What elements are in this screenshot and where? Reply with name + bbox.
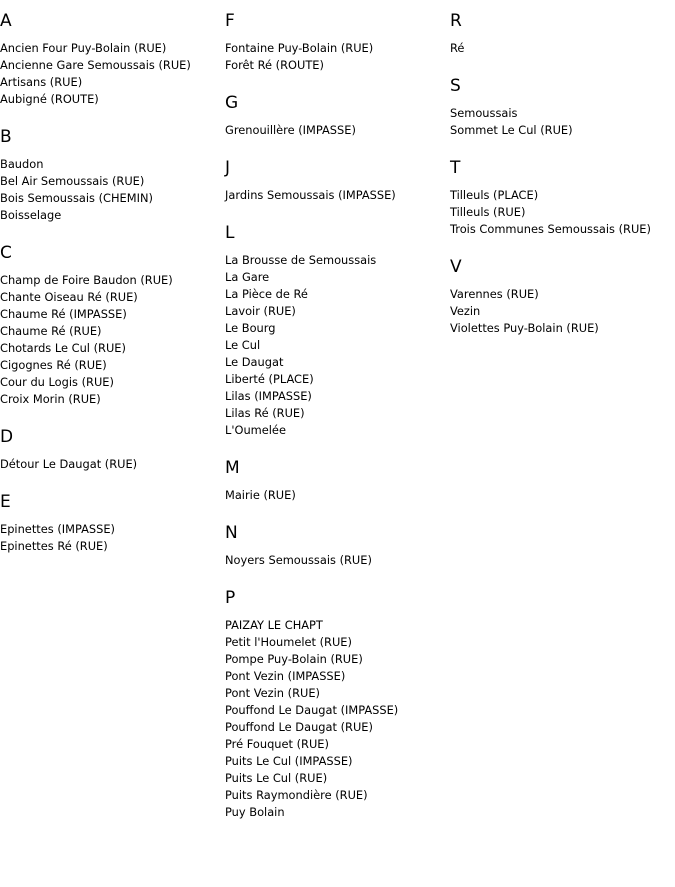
street-item[interactable]: Ré: [450, 41, 465, 55]
street-list: [225, 487, 450, 504]
letter-section: [225, 92, 450, 139]
letter-section: [450, 10, 675, 57]
letter-section: [225, 222, 450, 439]
street-item[interactable]: Cour du Logis (RUE): [0, 375, 114, 389]
letter-section: [225, 522, 450, 569]
street-item[interactable]: Puits Raymondière (RUE): [225, 788, 368, 802]
letter-heading: N: [225, 523, 238, 543]
street-item[interactable]: Semoussais: [450, 106, 518, 120]
street-item[interactable]: Violettes Puy-Bolain (RUE): [450, 321, 599, 335]
street-list: [225, 187, 450, 204]
street-item[interactable]: Champ de Foire Baudon (RUE): [0, 273, 173, 287]
street-list: [225, 252, 450, 439]
street-item[interactable]: Pouffond Le Daugat (IMPASSE): [225, 703, 399, 717]
letter-section: [450, 157, 675, 238]
street-item[interactable]: Bois Semoussais (CHEMIN): [0, 191, 153, 205]
street-item[interactable]: Sommet Le Cul (RUE): [450, 123, 573, 137]
street-item[interactable]: Le Daugat: [225, 355, 284, 369]
street-item[interactable]: Ancien Four Puy-Bolain (RUE): [0, 41, 167, 55]
letter-heading: V: [450, 257, 462, 277]
street-list: [0, 272, 225, 408]
street-item[interactable]: Baudon: [0, 157, 44, 171]
letter-heading: G: [225, 93, 239, 113]
street-item[interactable]: Grenouillère (IMPASSE): [225, 123, 356, 137]
street-item[interactable]: Epinettes Ré (RUE): [0, 539, 108, 553]
street-list: [450, 187, 675, 238]
street-item[interactable]: Chante Oiseau Ré (RUE): [0, 290, 138, 304]
letter-heading: T: [450, 158, 461, 178]
letter-heading: F: [225, 11, 235, 31]
street-item[interactable]: L'Oumelée: [225, 423, 286, 437]
letter-section: [450, 75, 675, 139]
letter-heading: M: [225, 458, 240, 478]
street-item[interactable]: Aubigné (ROUTE): [0, 92, 99, 106]
street-list: [0, 156, 225, 224]
street-list: [450, 105, 675, 139]
street-item[interactable]: Boisselage: [0, 208, 62, 222]
street-item[interactable]: Lilas Ré (RUE): [225, 406, 305, 420]
street-list: [225, 552, 450, 569]
street-item[interactable]: Pont Vezin (RUE): [225, 686, 320, 700]
street-item[interactable]: Petit l'Houmelet (RUE): [225, 635, 352, 649]
letter-heading: E: [0, 492, 11, 512]
street-item[interactable]: Liberté (PLACE): [225, 372, 314, 386]
street-item[interactable]: La Gare: [225, 270, 270, 284]
letter-heading: R: [450, 11, 462, 31]
street-list: [0, 40, 225, 108]
letter-heading: P: [225, 588, 236, 608]
letter-section: [225, 457, 450, 504]
street-list: [225, 122, 450, 139]
letter-section: [225, 587, 450, 821]
street-list: [0, 521, 225, 555]
letter-section: [225, 10, 450, 74]
street-list: [450, 40, 675, 57]
street-item[interactable]: Tilleuls (RUE): [450, 205, 526, 219]
index-column: [0, 0, 225, 555]
street-item[interactable]: Puits Le Cul (IMPASSE): [225, 754, 353, 768]
street-item[interactable]: Chaume Ré (RUE): [0, 324, 102, 338]
letter-heading: B: [0, 127, 12, 147]
letter-heading: J: [225, 158, 231, 178]
street-item[interactable]: Pré Fouquet (RUE): [225, 737, 329, 751]
letter-section: [0, 126, 225, 224]
street-item[interactable]: Mairie (RUE): [225, 488, 296, 502]
street-item[interactable]: Vezin: [450, 304, 481, 318]
street-item[interactable]: Puy Bolain: [225, 805, 285, 819]
letter-heading: L: [225, 223, 235, 243]
index-column: [450, 0, 675, 337]
street-list: [450, 286, 675, 337]
letter-heading: D: [0, 427, 14, 447]
street-item[interactable]: La Brousse de Semoussais: [225, 253, 377, 267]
street-item[interactable]: Croix Morin (RUE): [0, 392, 101, 406]
street-item[interactable]: Trois Communes Semoussais (RUE): [450, 222, 651, 236]
street-item[interactable]: Chotards Le Cul (RUE): [0, 341, 126, 355]
street-item[interactable]: Détour Le Daugat (RUE): [0, 457, 138, 471]
street-item[interactable]: Varennes (RUE): [450, 287, 539, 301]
street-item[interactable]: Pompe Puy-Bolain (RUE): [225, 652, 363, 666]
street-item[interactable]: Forêt Ré (ROUTE): [225, 58, 324, 72]
street-item[interactable]: Cigognes Ré (RUE): [0, 358, 107, 372]
street-item[interactable]: Ancienne Gare Semoussais (RUE): [0, 58, 191, 72]
letter-section: [0, 491, 225, 555]
street-item[interactable]: Pouffond Le Daugat (RUE): [225, 720, 373, 734]
letter-section: [225, 157, 450, 204]
index-column: [225, 0, 450, 821]
street-item[interactable]: Tilleuls (PLACE): [450, 188, 539, 202]
street-item[interactable]: Puits Le Cul (RUE): [225, 771, 328, 785]
street-list: [225, 617, 450, 821]
letter-section: [450, 256, 675, 337]
street-item[interactable]: La Pièce de Ré: [225, 287, 308, 301]
street-item[interactable]: Noyers Semoussais (RUE): [225, 553, 372, 567]
letter-section: [0, 10, 225, 108]
letter-section: [0, 242, 225, 408]
street-list: [0, 456, 225, 473]
street-item[interactable]: Artisans (RUE): [0, 75, 83, 89]
street-item[interactable]: Le Bourg: [225, 321, 276, 335]
street-item[interactable]: Epinettes (IMPASSE): [0, 522, 115, 536]
letter-heading: S: [450, 76, 461, 96]
street-item[interactable]: Le Cul: [225, 338, 261, 352]
street-item[interactable]: Lilas (IMPASSE): [225, 389, 312, 403]
street-item[interactable]: Lavoir (RUE): [225, 304, 296, 318]
street-item[interactable]: Bel Air Semoussais (RUE): [0, 174, 145, 188]
letter-heading: A: [0, 11, 12, 31]
street-item[interactable]: PAIZAY LE CHAPT: [225, 618, 323, 632]
letter-section: [0, 426, 225, 473]
street-item[interactable]: Jardins Semoussais (IMPASSE): [225, 188, 396, 202]
letter-heading: C: [0, 243, 12, 263]
street-list: [225, 40, 450, 74]
street-item[interactable]: Chaume Ré (IMPASSE): [0, 307, 127, 321]
street-item[interactable]: Fontaine Puy-Bolain (RUE): [225, 41, 374, 55]
street-item[interactable]: Pont Vezin (IMPASSE): [225, 669, 346, 683]
